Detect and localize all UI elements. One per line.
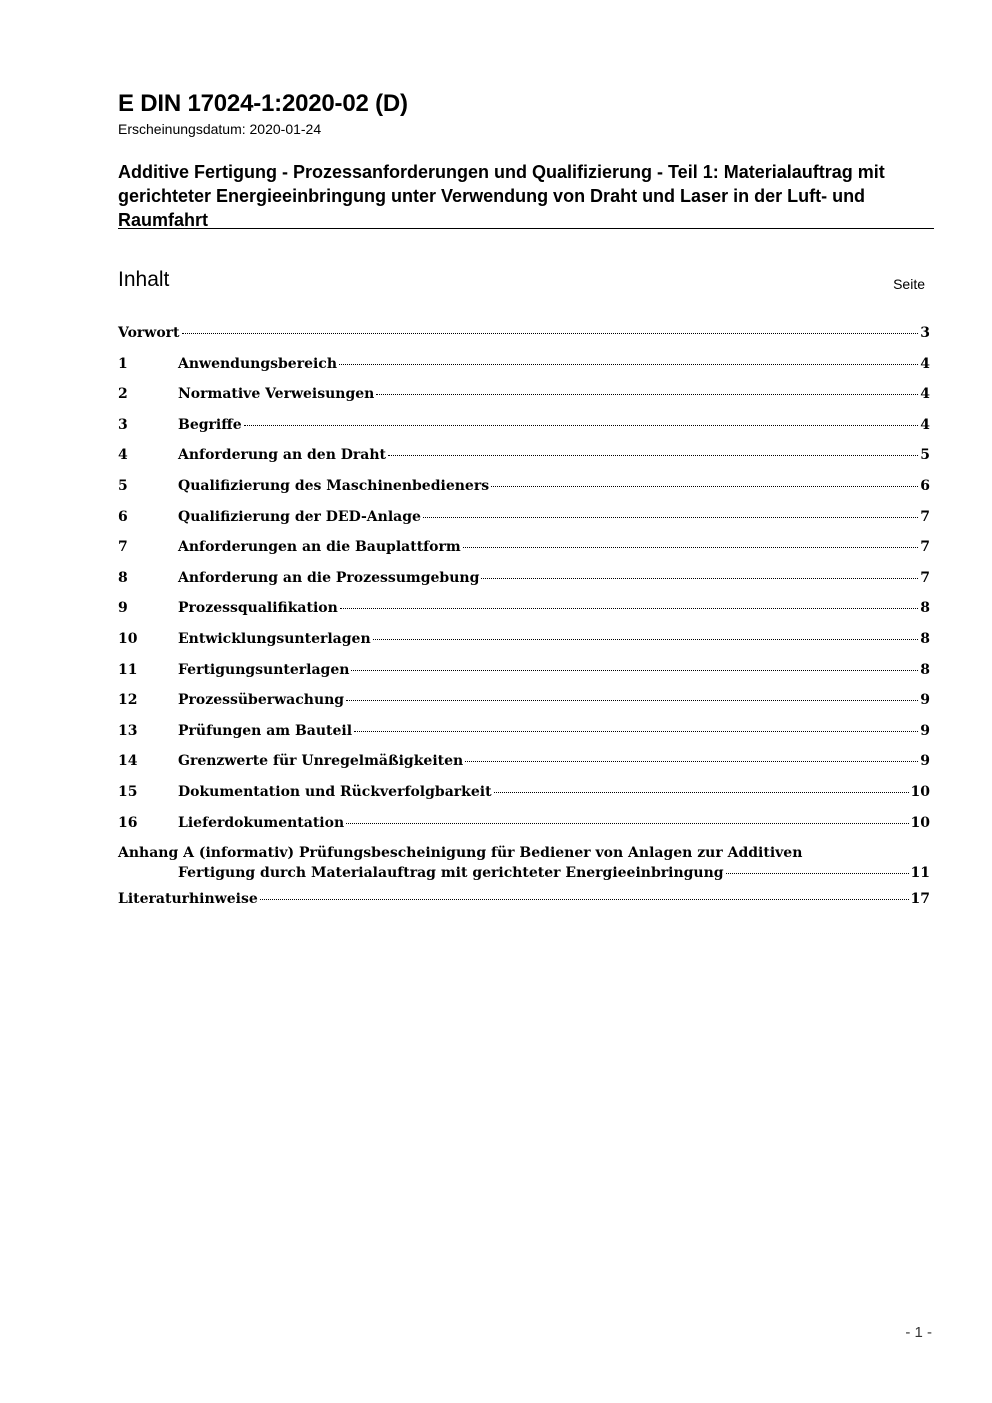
toc-entry[interactable] [118,784,930,815]
toc-dot-leader [726,873,909,874]
toc-entry-page: 17 [910,891,930,908]
toc-entry-page: 9 [920,722,930,739]
toc-entry[interactable] [118,509,930,540]
toc-page-column-label: Seite [893,276,925,292]
toc-entry[interactable] [118,325,930,356]
annex-title-line2: Fertigung durch Materialauftrag mit gerichteter Energieeinbringung [178,865,724,882]
toc-dot-leader [260,899,909,900]
toc-entry[interactable] [118,753,930,784]
page-number: - 1 - [905,1324,932,1341]
toc-entry[interactable] [118,478,930,509]
toc-dot-leader [244,425,919,426]
toc-entry-title: Entwicklungsunterlagen [178,630,371,647]
toc-entry-page: 9 [920,753,930,770]
toc-entry-number: 7 [118,539,128,556]
toc-entry-page: 9 [920,692,930,709]
toc-entry-number: 1 [118,355,128,372]
toc-entry-number: 12 [118,692,138,709]
toc-dot-leader [494,792,909,793]
toc-dot-leader [351,670,918,671]
toc-entry[interactable] [118,631,930,662]
toc-entry-number: 9 [118,600,128,617]
toc-entry-page: 8 [920,661,930,678]
toc-entry-page: 3 [920,325,930,341]
toc-entry[interactable] [118,417,930,448]
document-title: Additive Fertigung - Prozessanforderungen und Qualifizierung - Teil 1: Materialauftrag mit gerichteter Energieeinbringung unter Verwendung von Draht und Laser in der Luft- und Raumfahrt [118,162,885,230]
toc-entry-title: Anforderung an den Draht [178,447,386,464]
toc-entry-page: 7 [920,508,930,525]
toc-entry-number: 6 [118,508,128,525]
toc-entry[interactable] [118,356,930,387]
toc-entry-number: 3 [118,416,128,433]
annex-title-line1: Anhang A (informativ) Prüfungsbescheinigung für Bediener von Anlagen zur Additiven [118,845,803,862]
toc-entry-page: 10 [910,783,930,800]
toc-entry-number: 2 [118,386,128,403]
toc-entry-bibliography[interactable] [118,891,930,922]
toc-entry-title: Lieferdokumentation [178,814,345,831]
toc-entry[interactable] [118,692,930,723]
toc-entry-page: 4 [920,386,930,403]
toc-dot-leader [182,333,919,334]
document-id: E DIN 17024-1:2020-02 (D) [118,90,408,117]
toc-entry-annex[interactable] [118,845,930,881]
toc-dot-leader [388,455,918,456]
toc-entry-title: Anforderung an die Prozessumgebung [178,569,480,586]
toc-entry-page: 7 [920,569,930,586]
toc-entry[interactable] [118,662,930,693]
toc-entry-page: 5 [920,447,930,464]
toc-entry-title: Fertigungsunterlagen [178,661,350,678]
toc-entry-title: Dokumentation und Rückverfolgbarkeit [178,783,492,800]
toc-entry-title: Anforderungen an die Bauplattform [178,539,461,556]
toc-entry-number: 5 [118,477,128,494]
toc-entry-title: Normative Verweisungen [178,386,375,403]
toc-dot-leader [354,731,918,732]
toc-entry[interactable] [118,815,930,846]
toc-dot-leader [491,486,918,487]
toc-entry-page: 4 [920,355,930,372]
toc-dot-leader [481,578,918,579]
toc-dot-leader [346,700,918,701]
toc-entry-title: Anwendungsbereich [178,355,337,372]
toc-dot-leader [346,823,908,824]
toc-entry-title: Grenzwerte für Unregelmäßigkeiten [178,753,464,770]
toc-entry-number: 10 [118,630,138,647]
toc-dot-leader [339,364,918,365]
toc-entry-page: 4 [920,416,930,433]
toc-entry[interactable] [118,600,930,631]
toc-entry-title: Prüfungen am Bauteil [178,722,353,739]
toc-entry-number: 14 [118,753,138,770]
toc-entry-title: Prozessqualifikation [178,600,338,617]
toc-entry-title: Literaturhinweise [118,891,258,908]
toc-entry-page: 8 [920,600,930,617]
toc-entry[interactable] [118,539,930,570]
toc-entry-number: 16 [118,814,138,831]
toc-entry-page: 11 [910,865,930,882]
toc-entry-title: Qualifizierung der DED-Anlage [178,508,421,525]
toc-entry-page: 10 [910,814,930,831]
toc-entry-page: 7 [920,539,930,556]
publication-date: Erscheinungsdatum: 2020-01-24 [118,121,322,137]
toc-entry[interactable] [118,570,930,601]
toc-entry-number: 8 [118,569,128,586]
toc-dot-leader [463,547,919,548]
toc-heading: Inhalt [118,268,170,291]
toc-entry-number: 15 [118,783,138,800]
toc-entry[interactable] [118,386,930,417]
toc-entry-number: 13 [118,722,138,739]
toc-entry[interactable] [118,447,930,478]
toc-entry-page: 8 [920,630,930,647]
table-of-contents [118,325,930,922]
toc-entry-title: Prozessüberwachung [178,692,345,709]
toc-dot-leader [373,639,919,640]
toc-dot-leader [465,761,918,762]
toc-entry-number: 11 [118,661,138,678]
title-divider [118,228,934,229]
toc-entry-number: 4 [118,447,128,464]
annex-title-line2-row [118,865,930,881]
toc-entry-title: Qualifizierung des Maschinenbedieners [178,477,490,494]
toc-entry-title: Vorwort [118,325,180,341]
toc-entry[interactable] [118,723,930,754]
toc-dot-leader [423,517,918,518]
toc-entry-title: Begriffe [178,416,242,433]
toc-dot-leader [340,608,918,609]
toc-dot-leader [376,394,918,395]
toc-entry-page: 6 [920,477,930,494]
